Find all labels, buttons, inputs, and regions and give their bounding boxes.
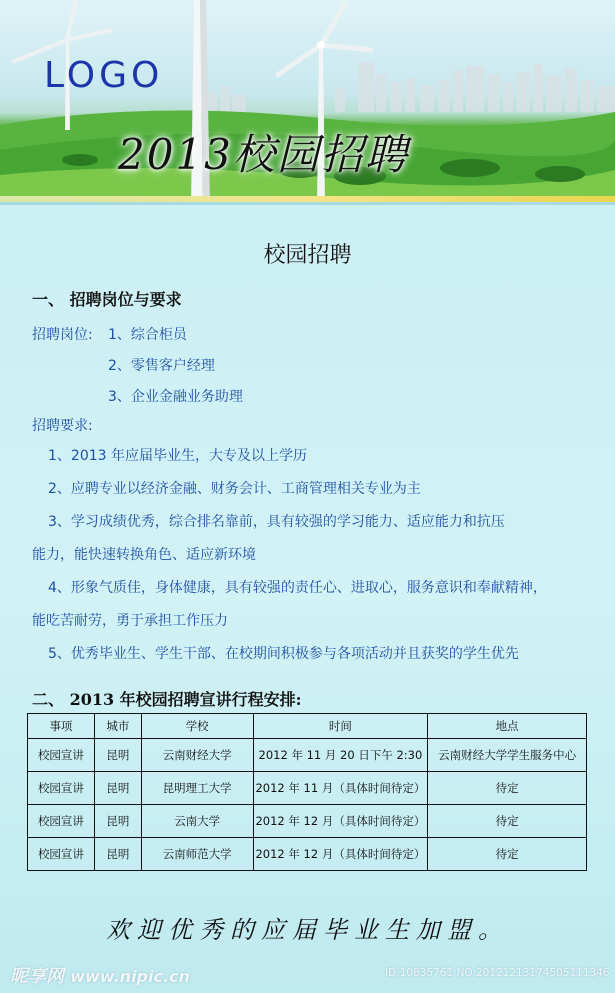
table-cell: 待定: [428, 838, 587, 871]
table-cell: 待定: [428, 805, 587, 838]
table-cell: 云南大学: [141, 805, 253, 838]
requirement-item: 3、学习成绩优秀，综合排名靠前，具有较强的学习能力、适应能力和抗压: [48, 514, 505, 530]
page-title: 校园招聘: [263, 243, 352, 268]
schedule-table: [27, 713, 587, 871]
watermark-url: www.nipic.cn: [70, 967, 190, 986]
table-cell: 昆明: [94, 838, 141, 871]
position-item: 1、综合柜员: [108, 327, 187, 343]
table-cell: 云南财经大学学生服务中心: [428, 739, 587, 772]
requirement-item: 能力，能快速转换角色、适应新环境: [32, 547, 256, 563]
table-cell: 校园宣讲: [28, 805, 95, 838]
logo: LOGO: [44, 55, 164, 96]
table-header-row: [28, 714, 587, 739]
table-cell: 云南财经大学: [141, 739, 253, 772]
column-header: 事项: [28, 714, 95, 739]
table-cell: 校园宣讲: [28, 772, 95, 805]
banner-edge: [0, 202, 615, 205]
position-item: 2、零售客户经理: [108, 358, 215, 374]
table-cell: 待定: [428, 772, 587, 805]
requirements-label: 招聘要求:: [32, 418, 93, 434]
watermark-brand-name: 昵享网: [10, 966, 64, 987]
table-cell: 昆明理工大学: [141, 772, 253, 805]
welcome-message: 欢迎优秀的应届毕业生加盟。: [106, 916, 509, 944]
position-item: 3、企业金融业务助理: [108, 389, 243, 405]
table-row: [28, 739, 587, 772]
table-cell: 云南师范大学: [141, 838, 253, 871]
banner-title: 2013校园招聘: [118, 130, 409, 179]
table-cell: 2012 年 11 月（具体时间待定）: [253, 772, 428, 805]
requirement-item: 2、应聘专业以经济金融、财务会计、工商管理相关专业为主: [48, 481, 421, 497]
table-cell: 校园宣讲: [28, 838, 95, 871]
table-cell: 2012 年 11 月 20 日下午 2:30: [253, 739, 428, 772]
column-header: 时间: [253, 714, 428, 739]
section-heading-positions: 一、 招聘岗位与要求: [32, 290, 182, 309]
positions-label: 招聘岗位:: [32, 327, 93, 343]
requirement-item: 1、2013 年应届毕业生，大专及以上学历: [48, 448, 307, 464]
table-cell: 2012 年 12 月（具体时间待定）: [253, 838, 428, 871]
header-banner: [0, 0, 615, 205]
column-header: 地点: [428, 714, 587, 739]
requirement-item: 能吃苦耐劳，勇于承担工作压力: [32, 613, 228, 629]
table-cell: 昆明: [94, 772, 141, 805]
table-cell: 昆明: [94, 805, 141, 838]
watermark-brand: [10, 962, 190, 988]
requirement-item: 4、形象气质佳，身体健康，具有较强的责任心、进取心，服务意识和奉献精神，: [48, 580, 547, 596]
requirement-item: 5、优秀毕业生、学生干部、在校期间积极参与各项活动并且获奖的学生优先: [48, 646, 519, 662]
table-cell: 2012 年 12 月（具体时间待定）: [253, 805, 428, 838]
table-row: [28, 838, 587, 871]
table-row: [28, 772, 587, 805]
section-heading-schedule: 二、 2013 年校园招聘宣讲行程安排:: [32, 690, 302, 709]
column-header: 学校: [141, 714, 253, 739]
table-cell: 校园宣讲: [28, 739, 95, 772]
table-cell: 昆明: [94, 739, 141, 772]
table-row: [28, 805, 587, 838]
watermark-id: ID:10835761 NO:20121213174505111346: [385, 967, 610, 979]
column-header: 城市: [94, 714, 141, 739]
